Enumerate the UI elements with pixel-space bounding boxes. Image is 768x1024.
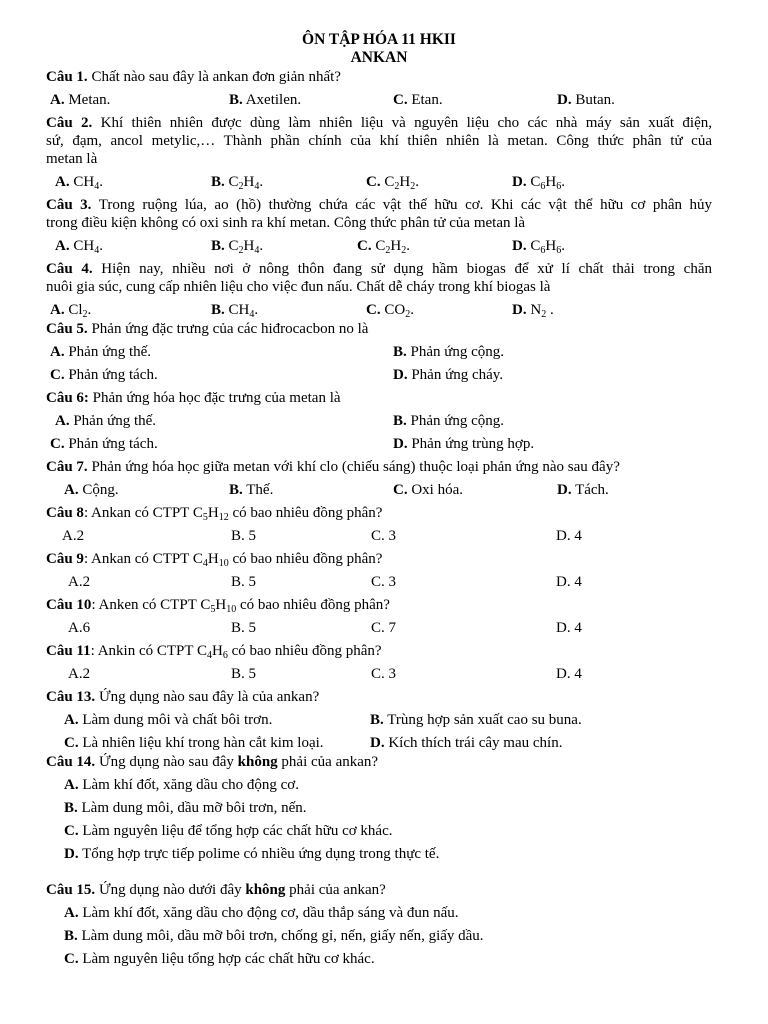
q14-option-a: A. Làm khí đốt, xăng dầu cho động cơ.	[64, 777, 299, 793]
q8-option-c: C. 3	[371, 528, 397, 544]
question-13: Câu 13. Ứng dụng nào sau đây là của ankan?	[46, 689, 320, 705]
q13-option-a: A. Làm dung môi và chất bôi trơn.	[64, 712, 273, 728]
q11-option-c: C. 3	[371, 666, 397, 682]
q5-option-c: C. Phản ứng tách.	[50, 367, 158, 383]
question-4-line-2: nuôi gia súc, cung cấp nhiên liệu cho việc đun nấu. Chất dễ cháy trong khí biogas là	[46, 279, 551, 295]
q3-option-d: D. $C_6H_6$.	[512, 238, 565, 256]
q13-option-d: D. Kích thích trái cây mau chín.	[370, 735, 563, 751]
q5-option-d: D. Phản ứng cháy.	[393, 367, 504, 383]
q2-option-b: B. $C_2H_4$.	[211, 174, 264, 192]
q3-option-b: B. $C_2H_4$.	[211, 238, 264, 256]
q6-option-a: A. Phản ứng thế.	[55, 413, 157, 429]
q6-option-c: C. Phản ứng tách.	[50, 436, 158, 452]
question-7: Câu 7. Phản ứng hóa học giữa metan với khí clo (chiếu sáng) thuộc loại phản ứng nào sau đây?	[46, 459, 620, 475]
q9-option-c: C. 3	[371, 574, 397, 590]
question-6: Câu 6: Phản ứng hóa học đặc trưng của metan là	[46, 390, 341, 406]
q11-option-b: B. 5	[231, 666, 257, 682]
q10-option-b: B. 5	[231, 620, 257, 636]
q15-option-b: B. Làm dung môi, dầu mỡ bôi trơn, chống gỉ, nến, giấy nến, giấy dầu.	[64, 928, 484, 944]
q1-option-d: D. Butan.	[557, 92, 615, 108]
q1-option-c: C. Etan.	[393, 92, 443, 108]
q7-option-d: D. Tách.	[557, 482, 609, 498]
q14-option-b: B. Làm dung môi, dầu mỡ bôi trơn, nến.	[64, 800, 307, 816]
q9-option-b: B. 5	[231, 574, 257, 590]
q8-option-a: A.2	[62, 528, 85, 544]
q10-option-a: A.6	[68, 620, 91, 636]
q15-option-c: C. Làm nguyên liệu tổng hợp các chất hữu cơ khác.	[64, 951, 375, 967]
question-15: Câu 15. Ứng dụng nào dưới đây không phải của ankan?	[46, 882, 386, 898]
q11-option-a: A.2	[68, 666, 91, 682]
document-subtitle: ANKAN	[350, 49, 408, 66]
q2-option-c: C. $C_2H_2$.	[366, 174, 419, 192]
q15-option-a: A. Làm khí đốt, xăng dầu cho động cơ, dầu thắp sáng và đun nấu.	[64, 905, 459, 921]
q2-option-a: A. $CH_4$.	[55, 174, 103, 192]
question-14: Câu 14. Ứng dụng nào sau đây không phải của ankan?	[46, 754, 379, 770]
question-4-line-1: Câu 4. Hiện nay, nhiều nơi ở nông thôn đang sử dụng hầm biogas để xử lí chất thải trong chăn	[46, 261, 712, 277]
q4-option-d: D. $N_2$ .	[512, 302, 554, 320]
q6-option-b: B. Phản ứng cộng.	[393, 413, 505, 429]
question-5: Câu 5. Phản ứng đặc trưng của các hiđrocacbon no là	[46, 321, 369, 337]
question-8: Câu 8: Ankan có CTPT $C_5H_{12}$ có bao nhiêu đồng phân?	[46, 505, 383, 523]
q4-option-b: B. $CH_4$.	[211, 302, 259, 320]
q7-option-b: B. Thế.	[229, 482, 274, 498]
question-2-line-3: metan là	[46, 151, 98, 167]
q5-option-b: B. Phản ứng cộng.	[393, 344, 505, 360]
question-1: Câu 1. Chất nào sau đây là ankan đơn giản nhất?	[46, 69, 341, 85]
q5-option-a: A. Phản ứng thế.	[50, 344, 152, 360]
q10-option-c: C. 7	[371, 620, 397, 636]
q14-option-d: D. Tổng hợp trực tiếp polime có nhiều ứng dụng trong thực tế.	[64, 846, 440, 862]
q4-option-c: C. $CO_2$.	[366, 302, 414, 320]
q13-option-b: B. Trùng hợp sản xuất cao su buna.	[370, 712, 582, 728]
question-3-line-1: Câu 3. Trong ruộng lúa, ao (hồ) thường chứa các vật thể hữu cơ. Khi các vật thể hữu cơ phân hủy	[46, 197, 712, 213]
q7-option-a: A. Cộng.	[64, 482, 119, 498]
question-3-line-2: trong điều kiện không có oxi sinh ra khí metan. Công thức phân tử của metan là	[46, 215, 526, 231]
q8-option-b: B. 5	[231, 528, 257, 544]
question-2-line-2: sứ, đạm, ancol metylic,… Thành phần chính của khí thiên nhiên là metan. Công thức phân tử của	[46, 133, 712, 149]
q6-option-d: D. Phản ứng trùng hợp.	[393, 436, 535, 452]
q9-option-a: A.2	[68, 574, 91, 590]
q3-option-a: A. $CH_4$.	[55, 238, 103, 256]
q1-option-a: A. Metan.	[50, 92, 111, 108]
question-11: Câu 11: Ankin có CTPT $C_4H_6$ có bao nhiêu đồng phân?	[46, 643, 382, 661]
q4-option-a: A. $Cl_2$.	[50, 302, 92, 320]
q13-option-c: C. Là nhiên liệu khí trong hàn cắt kim loại.	[64, 735, 324, 751]
q1-option-b: B. Axetilen.	[229, 92, 302, 108]
q10-option-d: D. 4	[556, 620, 582, 636]
q8-option-d: D. 4	[556, 528, 582, 544]
q9-option-d: D. 4	[556, 574, 582, 590]
question-10: Câu 10: Anken có CTPT $C_5H_{10}$ có bao nhiêu đồng phân?	[46, 597, 390, 615]
document-title: ÔN TẬP HÓA 11 HKII	[302, 31, 456, 48]
question-9: Câu 9: Ankan có CTPT $C_4H_{10}$ có bao nhiêu đồng phân?	[46, 551, 383, 569]
q3-option-c: C. $C_2H_2$.	[357, 238, 410, 256]
q7-option-c: C. Oxi hóa.	[393, 482, 464, 498]
q2-option-d: D. $C_6H_6$.	[512, 174, 565, 192]
q14-option-c: C. Làm nguyên liệu để tổng hợp các chất hữu cơ khác.	[64, 823, 393, 839]
question-2-line-1: Câu 2. Khí thiên nhiên được dùng làm nhiên liệu và nguyên liệu cho các nhà máy sản xuất điện,	[46, 115, 712, 131]
q11-option-d: D. 4	[556, 666, 582, 682]
